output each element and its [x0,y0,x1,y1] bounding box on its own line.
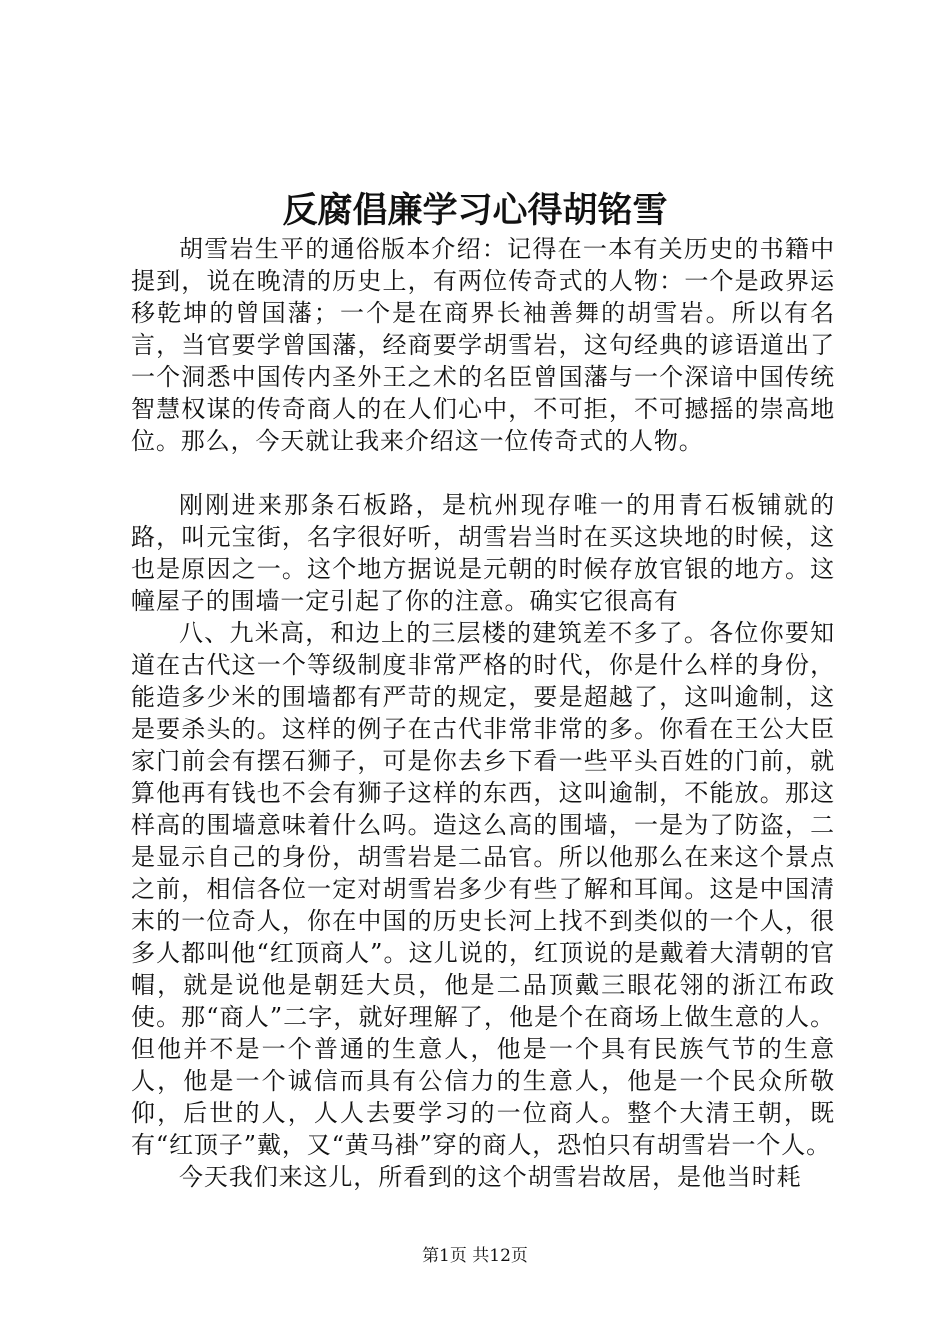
paragraph-former-residence: 今天我们来这儿，所看到的这个胡雪岩故居，是他当时耗 [179,1163,802,1191]
page-footer: 第1页 共12页 [422,1246,528,1266]
document-body [131,233,835,1193]
paragraph-intro: 胡雪岩生平的通俗版本介绍：记得在一本有关历史的书籍中提到，说在晚清的历史上，有两位传奇式的人物：一个是政界运移乾坤的曾国藩；一个是在商界长袖善舞的胡雪岩。所以有名言，当官要学曾国藩，经商要学胡雪岩，这句经典的谚语道出了一个洞悉中国传内圣外王之术的名臣曾国藩与一个深谙中国传统智慧权谋的传奇商人的在人们心中，不可拒，不可撼摇的崇高地位。那么，今天就让我来介绍这一位传奇式的人物。 [131,235,835,455]
paragraph-wall-height: 八、九米高，和边上的三层楼的建筑差不多了。各位你要知道在古代这一个等级制度非常严格的时代，你是什么样的身份，能造多少米的围墙都有严苛的规定，要是超越了，这叫逾制，这是要杀头的。这样的例子在古代非常非常的多。你看在王公大臣家门前会有摆石狮子，可是你去乡下看一些平头百姓的门前，就算他再有钱也不会有狮子这样的东西，这叫逾制，不能放。那这样高的围墙意味着什么吗。造这么高的围墙，一是为了防盗，二是显示自己的身份，胡雪岩是二品官。所以他那么在来这个景点之前，相信各位一定对胡雪岩多少有些了解和耳闻。这是中国清末的一位奇人，你在中国的历史长河上找不到类似的一个人，很多人都叫他“红顶商人”。这儿说的，红顶说的是戴着大清朝的官帽，就是说他是朝廷大员，他是二品顶戴三眼花翎的浙江布政使。那“商人”二字，就好理解了，他是个在商场上做生意的人。但他并不是一个普通的生意人，他是一个具有民族气节的生意人，他是一个诚信而具有公信力的生意人，他是一个民众所敬仰，后世的人，人人去要学习的一位商人。整个大清王朝，既有“红顶子”戴，又“黄马褂”穿的商人，恐怕只有胡雪岩一个人。 [131,619,835,1159]
document-title: 反腐倡廉学习心得胡铭雪 [282,190,668,231]
paragraph-stone-road: 刚刚进来那条石板路，是杭州现存唯一的用青石板铺就的路，叫元宝街，名字很好听，胡雪岩当时在买这块地的时候，这也是原因之一。这个地方据说是元朝的时候存放官银的地方。这幢屋子的围墙一定引起了你的注意。确实它很高有 [131,491,835,615]
